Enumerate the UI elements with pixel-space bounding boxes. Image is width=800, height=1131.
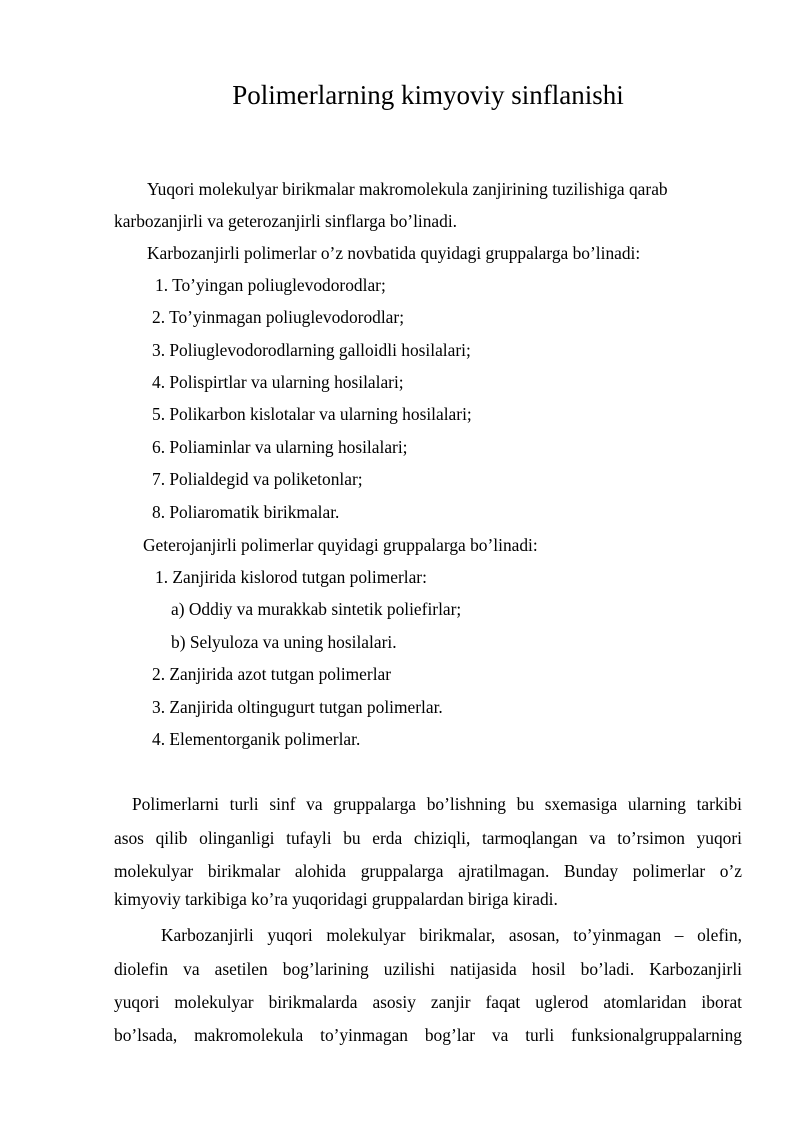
- carbo-item-1: 1. To’yingan poliuglevodorodlar;: [155, 275, 386, 295]
- carbo-item-8: 8. Poliaromatik birikmalar.: [152, 502, 340, 522]
- carbo-item-6: 6. Poliaminlar va ularning hosilalari;: [152, 437, 408, 457]
- carbo-heading: Karbozanjirli polimerlar o’z novbatida quyidagi gruppalarga bo’linadi:: [147, 243, 641, 263]
- carbo-item-3: 3. Poliuglevodorodlarning galloidli hosilalari;: [152, 340, 471, 360]
- hetero-item-2: 2. Zanjirida azot tutgan polimerlar: [152, 664, 392, 684]
- paragraph-1-line-4: kimyoviy tarkibiga ko’ra yuqoridagi gruppalardan biriga kiradi.: [114, 889, 558, 909]
- paragraph-1-line-3: molekulyar birikmalar alohida gruppalarga ajratilmagan. Bunday polimerlar o’z: [114, 861, 742, 881]
- paragraph-2-line-3: yuqori molekulyar birikmalarda asosiy zanjir faqat uglerod atomlaridan iborat: [114, 992, 742, 1012]
- paragraph-1-line-2: asos qilib olinganligi tufayli bu erda chiziqli, tarmoqlangan va to’rsimon yuqori: [114, 828, 742, 848]
- hetero-item-1: 1. Zanjirida kislorod tutgan polimerlar:: [155, 567, 427, 587]
- intro-line-2: karbozanjirli va geterozanjirli sinflarga bo’linadi.: [114, 211, 458, 231]
- paragraph-2-line-4: bo’lsada, makromolekula to’yinmagan bog’lar va turli funksionalgruppalarning: [114, 1025, 742, 1045]
- carbo-item-2: 2. To’yinmagan poliuglevodorodlar;: [152, 307, 405, 327]
- paragraph-2-line-1: Karbozanjirli yuqori molekulyar birikmalar, asosan, to’yinmagan – olefin,: [161, 925, 742, 945]
- carbo-item-4: 4. Polispirtlar va ularning hosilalari;: [152, 372, 404, 392]
- hetero-subitem-a: a) Oddiy va murakkab sintetik poliefirlar;: [171, 599, 462, 619]
- hetero-item-3: 3. Zanjirida oltingugurt tutgan polimerlar.: [152, 697, 443, 717]
- intro-line-1: Yuqori molekulyar birikmalar makromolekula zanjirining tuzilishiga qarab: [147, 179, 668, 199]
- carbo-item-7: 7. Polialdegid va poliketonlar;: [152, 469, 363, 489]
- paragraph-2-line-2: diolefin va asetilen bog’larining uzilishi natijasida hosil bo’ladi. Karbozanjirli: [114, 959, 742, 979]
- hetero-item-4: 4. Elementorganik polimerlar.: [152, 729, 361, 749]
- carbo-item-5: 5. Polikarbon kislotalar va ularning hosilalari;: [152, 404, 472, 424]
- hetero-subitem-b: b) Selyuloza va uning hosilalari.: [171, 632, 397, 652]
- page-title: Polimerlarning kimyoviy sinflanishi: [232, 80, 624, 110]
- hetero-heading: Geterojanjirli polimerlar quyidagi gruppalarga bo’linadi:: [143, 535, 538, 555]
- paragraph-1-line-1: Polimerlarni turli sinf va gruppalarga bo’lishning bu sxemasiga ularning tarkibi: [132, 794, 742, 814]
